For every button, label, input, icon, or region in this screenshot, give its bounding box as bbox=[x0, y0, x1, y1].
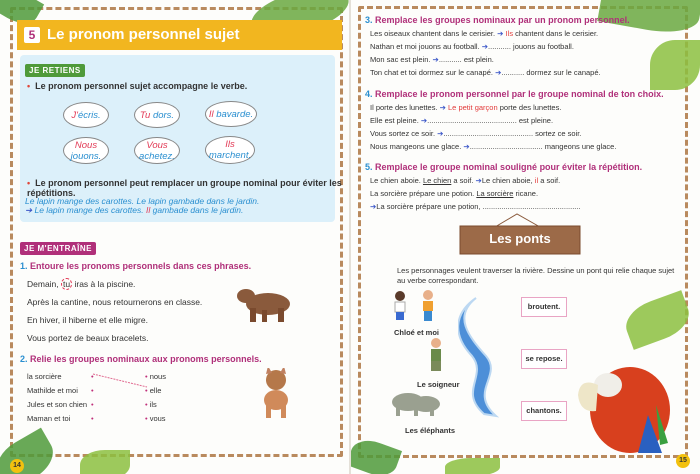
palm-leaf bbox=[80, 450, 130, 474]
text-fragment: ➔ bbox=[481, 42, 489, 51]
text-fragment: J' bbox=[71, 109, 78, 121]
text-fragment: Relie les groupes nominaux aux pronoms personnels. bbox=[30, 354, 262, 364]
text-fragment: Mathilde et moi bbox=[27, 386, 78, 395]
answer-blank[interactable]: ........... dormez sur le canapé. bbox=[501, 68, 601, 77]
text-fragment: Remplace le groupe nominal souligné pour éviter la répétition. bbox=[375, 162, 643, 172]
text-fragment bbox=[145, 412, 166, 426]
text-fragment bbox=[431, 361, 441, 371]
text-fragment: ricane. bbox=[513, 189, 539, 198]
ex3-line bbox=[370, 68, 601, 77]
text-fragment: • bbox=[145, 400, 150, 409]
text-fragment: ➔ bbox=[420, 116, 428, 125]
answer-blank[interactable]: ........... est plein. bbox=[438, 55, 494, 64]
subject-label: Le soigneur bbox=[417, 380, 460, 389]
ex4-line bbox=[370, 103, 561, 112]
exercise-4-title bbox=[365, 89, 664, 99]
text-fragment: 5. bbox=[365, 162, 373, 172]
text-fragment: ➔ bbox=[370, 202, 377, 211]
exercise-3-title bbox=[365, 15, 630, 25]
text-fragment: ils bbox=[149, 400, 157, 409]
ex4-line bbox=[370, 142, 616, 151]
text-fragment: Le lapin mange des carottes. bbox=[34, 205, 146, 215]
text-fragment bbox=[594, 373, 622, 397]
subject-label: Chloé et moi bbox=[394, 328, 440, 337]
rule-2: • Le pronom personnel peut remplacer un groupe nominal pour éviter les répétitions. bbox=[27, 178, 350, 198]
pronouns-column bbox=[145, 370, 166, 426]
ex5-line bbox=[370, 176, 560, 185]
text-fragment: Les oiseaux chantent dans le cerisier. bbox=[370, 29, 498, 38]
example-1: Le lapin mange des carottes. Le lapin gambade dans le jardin. bbox=[25, 196, 260, 206]
text-fragment: Elle est pleine. bbox=[370, 116, 421, 125]
text-fragment: Ils bbox=[225, 139, 235, 150]
text-fragment: Le chien aboie. bbox=[370, 176, 423, 185]
text-fragment: Il bbox=[146, 205, 151, 215]
sentence: En hiver, il hiberne et elle migre. bbox=[27, 315, 148, 325]
verb-box[interactable]: chantons. bbox=[521, 401, 567, 421]
text-fragment bbox=[414, 406, 418, 416]
text-fragment bbox=[431, 338, 441, 348]
ex5-line bbox=[370, 189, 538, 198]
text-fragment bbox=[145, 370, 166, 384]
text-fragment: Vous sortez ce soir. bbox=[370, 129, 438, 138]
answer-blank[interactable]: ........................................... est pleine. bbox=[427, 116, 554, 125]
text-fragment: ➔ bbox=[25, 205, 35, 215]
text-fragment: Ils bbox=[505, 29, 514, 38]
text-fragment: Il bbox=[208, 108, 214, 120]
text-fragment: • bbox=[145, 414, 150, 423]
exercise-5-title bbox=[365, 162, 642, 172]
text-fragment bbox=[423, 301, 433, 311]
text-fragment bbox=[578, 383, 598, 412]
text-fragment: • bbox=[91, 400, 94, 409]
exercise-1-title bbox=[20, 261, 251, 271]
text-fragment: Le chien aboie, bbox=[481, 176, 535, 185]
text-fragment: dors. bbox=[152, 109, 175, 121]
answer-blank[interactable]: ........... jouons au football. bbox=[488, 42, 574, 51]
text-fragment: ➔ bbox=[439, 103, 446, 112]
ex4-line bbox=[370, 116, 553, 125]
text-fragment: • bbox=[145, 386, 150, 395]
sentence: Après la cantine, nous retournerons en classe. bbox=[27, 297, 203, 307]
ex3-line bbox=[370, 55, 494, 64]
text-fragment: Nous bbox=[74, 139, 98, 151]
text-fragment: écris. bbox=[77, 109, 101, 121]
text-fragment: Mon sac est plein. bbox=[370, 55, 433, 64]
text-fragment bbox=[392, 393, 440, 416]
text-fragment: Il porte des lunettes. bbox=[370, 103, 440, 112]
ex3-line bbox=[370, 29, 598, 38]
noun-groups-column bbox=[27, 370, 87, 426]
text-fragment bbox=[145, 384, 166, 398]
text-fragment: Vous bbox=[146, 139, 168, 151]
text-fragment bbox=[395, 302, 405, 312]
text-fragment: elle bbox=[149, 386, 162, 395]
answer-blank[interactable]: La sorcière prépare une potion, ............................................... bbox=[376, 202, 581, 211]
text-fragment: Tu bbox=[139, 109, 151, 121]
text-fragment bbox=[431, 349, 441, 361]
text-fragment: 2. bbox=[20, 354, 28, 364]
rule-1: • Le pronom personnel sujet accompagne le verbe. bbox=[27, 81, 247, 91]
text-fragment: iras à la piscine. bbox=[72, 279, 136, 289]
text-fragment: a soif. bbox=[538, 176, 561, 185]
text-fragment: Le chien bbox=[422, 176, 452, 185]
text-fragment bbox=[423, 290, 433, 300]
text-fragment: la sorcière bbox=[27, 372, 62, 381]
text-fragment: La sorcière prépare une potion. bbox=[370, 189, 477, 198]
text-fragment: Remplace le pronom personnel par le groupe nominal de ton choix. bbox=[375, 89, 664, 99]
text-fragment: achetez. bbox=[139, 150, 175, 162]
text-fragment bbox=[396, 312, 404, 320]
game-instructions: Les personnages veulent traverser la rivière. Dessine un pont qui relie chaque sujet au verbe correspondant. bbox=[397, 266, 675, 285]
text-fragment: nous bbox=[149, 372, 166, 381]
match-dots-left bbox=[91, 370, 94, 426]
text-fragment: jouons. bbox=[70, 150, 102, 162]
text-fragment: • bbox=[145, 372, 150, 381]
text-fragment: 4. bbox=[365, 89, 373, 99]
lesson-title: Le pronom personnel sujet bbox=[47, 26, 240, 43]
text-fragment bbox=[458, 298, 496, 416]
characters-illustration bbox=[388, 288, 448, 424]
lesson-number: 5 bbox=[24, 27, 40, 43]
text-fragment: Ton chat et toi dormez sur le canapé. bbox=[370, 68, 496, 77]
text-fragment: Demain, bbox=[27, 279, 62, 289]
text-fragment: il bbox=[534, 176, 539, 185]
ex3-line bbox=[370, 42, 574, 51]
text-fragment: • bbox=[91, 386, 94, 395]
text-fragment bbox=[396, 406, 400, 416]
text-fragment: gambade dans le jardin. bbox=[150, 205, 244, 215]
circled-pronoun[interactable]: tu bbox=[63, 279, 71, 289]
page-number: 14 bbox=[10, 459, 24, 473]
text-fragment: La sorcière bbox=[476, 189, 514, 198]
text-fragment: 1. bbox=[20, 261, 28, 271]
palm-leaf bbox=[445, 458, 500, 474]
text-fragment: Nous mangeons une glace. bbox=[370, 142, 464, 151]
text-fragment bbox=[280, 368, 286, 374]
subject-label: Les éléphants bbox=[405, 426, 456, 435]
ex5-line bbox=[370, 202, 581, 211]
text-fragment: Le petit garçon bbox=[448, 103, 498, 112]
verb-box[interactable]: broutent. bbox=[521, 297, 567, 317]
answer-blank[interactable]: ................................... mangeons une glace. bbox=[469, 142, 617, 151]
text-fragment: porte des lunettes. bbox=[497, 103, 562, 112]
je-retiens-badge: JE RETIENS bbox=[25, 64, 85, 77]
book-spine bbox=[349, 0, 351, 474]
river-illustration bbox=[458, 296, 518, 418]
text-fragment: bavarde. bbox=[216, 108, 254, 120]
text-fragment bbox=[424, 311, 432, 321]
text-fragment bbox=[281, 404, 286, 418]
game-title: Les ponts bbox=[489, 231, 551, 246]
text-fragment: Remplace les groupes nominaux par un pronom personnel. bbox=[375, 15, 630, 25]
text-fragment: Entoure les pronoms personnels dans ces phrases. bbox=[30, 261, 252, 271]
text-fragment: a soif. bbox=[451, 176, 476, 185]
text-fragment bbox=[93, 374, 147, 387]
text-fragment: ➔ bbox=[497, 29, 504, 38]
text-fragment: Jules et son chien bbox=[27, 400, 88, 409]
text-fragment bbox=[395, 291, 405, 301]
text-fragment: • bbox=[91, 372, 94, 381]
text-fragment: ➔ bbox=[437, 129, 444, 138]
text-fragment: vous bbox=[149, 414, 166, 423]
text-fragment bbox=[145, 398, 166, 412]
sentence: Vous portez de beaux bracelets. bbox=[27, 333, 149, 343]
dog-illustration bbox=[252, 368, 298, 420]
je-mentraine-badge: JE M'ENTRAÎNE bbox=[20, 242, 96, 255]
text-fragment: ➔ bbox=[495, 68, 502, 77]
text-fragment: ➔ bbox=[475, 176, 482, 185]
page-number: 15 bbox=[676, 454, 690, 468]
text-fragment: Maman et toi bbox=[27, 414, 71, 423]
text-fragment: marchent. bbox=[208, 150, 252, 161]
text-fragment: chantent dans le cerisier. bbox=[513, 29, 599, 38]
text-fragment bbox=[266, 404, 271, 418]
text-fragment bbox=[266, 368, 272, 374]
text-fragment bbox=[430, 406, 434, 416]
palm-leaf bbox=[650, 40, 700, 90]
text-fragment: Nathan et moi jouons au football. bbox=[370, 42, 482, 51]
text-fragment: ➔ bbox=[463, 142, 470, 151]
answer-blank[interactable]: ........................................... sortez ce soir. bbox=[443, 129, 582, 138]
verb-box[interactable]: se repose. bbox=[521, 349, 567, 369]
sentence bbox=[27, 279, 135, 289]
text-fragment: ➔ bbox=[432, 55, 439, 64]
text-fragment: • bbox=[91, 414, 94, 423]
exercise-2-title bbox=[20, 354, 262, 364]
text-fragment: 3. bbox=[365, 15, 373, 25]
ex4-line bbox=[370, 129, 581, 138]
text-fragment bbox=[495, 214, 540, 227]
parrot-illustration bbox=[572, 355, 676, 455]
